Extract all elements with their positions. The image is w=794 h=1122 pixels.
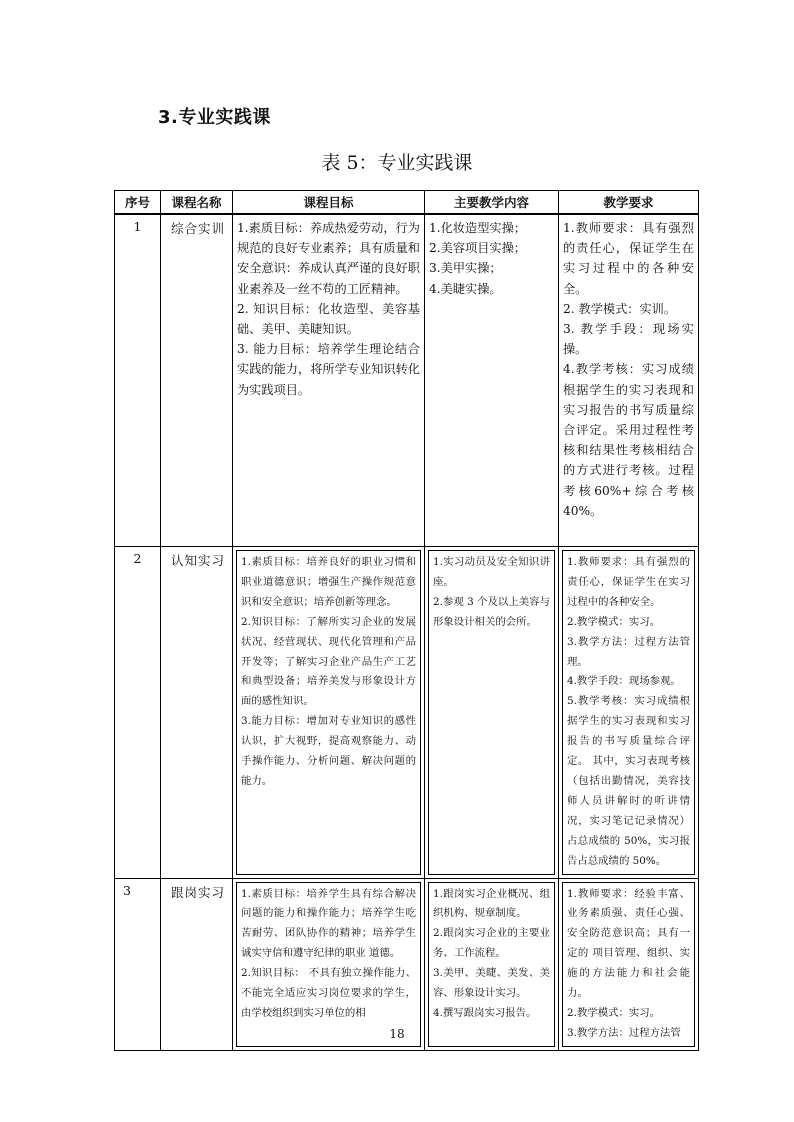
inner-text-box (236, 550, 421, 875)
goal-text: 2.知识目标：了解所实习企业的发展状况、经营现状、现代化管理和产品开发等；了解实习企业产品生产工艺和典型设备；培养美发与形象设计方面的感性知识。 (241, 615, 416, 708)
header-course-goals: 课程目标 (233, 191, 425, 215)
inner-text-box (562, 882, 695, 1047)
inner-text-box (428, 550, 555, 875)
row-goals-cell (233, 547, 425, 879)
table-header-row (115, 191, 699, 215)
inner-text-box (236, 882, 421, 1047)
row-index: 3 (115, 878, 161, 1050)
table-caption: 表 5：专业实践课 (321, 152, 473, 174)
row-requirements-cell (559, 214, 699, 547)
content-item: 2.美容项目实操； (429, 241, 526, 256)
header-index: 序号 (115, 191, 161, 215)
goal-text: 1.素质目标：培养学生具有综合解决问题的能力和操作能力；培养学生吃苦耐劳、团队协作的精神；培养学生诚实守信和遵守纪律的职业 道德。 (241, 887, 416, 960)
row-content-cell (425, 547, 559, 879)
inner-text-box (428, 882, 555, 1047)
inner-text-box (562, 550, 695, 875)
row-content-cell (425, 214, 559, 547)
content-item: 1.跟岗实习企业概况、组织机构、规章制度。 (433, 887, 550, 920)
row-goals-cell (233, 878, 425, 1050)
table-row (115, 878, 699, 1050)
requirement-text: 2.教学模式：实习。 (567, 1006, 661, 1019)
requirement-text: 2.教学模式：实习。 (567, 615, 661, 628)
header-course-name: 课程名称 (161, 191, 233, 215)
content-item: 3.美甲实操； (429, 261, 502, 276)
row-goals-cell (233, 214, 425, 547)
goal-text: 3.能力目标：增加对专业知识的感性认识，扩大视野，提高观察能力、动手操作能力、分析问题、解决问题的能力。 (241, 715, 416, 787)
header-teaching-content: 主要教学内容 (425, 191, 559, 215)
requirement-text: 5.教学考核：实习成绩根据学生的实习表现和实习 报告的书写质量综合评定。 其中，实习表现考核（包括出勤情况，美容技师人员讲解时的听讲情况，实习笔记记录情况）占总成绩的 50%，实习报告占总成绩的 50%。 (567, 695, 690, 867)
requirement-text: 1.教师要求：具有强烈的责任心，保证学生在实习过程中的各种安全。 (563, 221, 694, 296)
row-index: 2 (115, 547, 161, 879)
content-item: 4.美睫实操。 (429, 281, 502, 296)
practice-course-table (114, 190, 699, 1051)
content-item: 2.跟岗实习企业的主要业务、工作流程。 (433, 927, 550, 960)
content-item: 3.美甲、美睫、美发、美容、形象设计实习。 (433, 967, 550, 1000)
table-row (115, 547, 699, 879)
page-number: 18 (389, 1027, 405, 1041)
row-course-name: 跟岗实习 (161, 878, 233, 1050)
goal-text: 1.素质目标：养成热爱劳动，行为规范的良好专业素养；具有质量和安全意识：养成认真严谨的良好职业素养及一丝不苟的工匠精神。 (237, 221, 420, 296)
content-item: 1.化妆造型实操； (429, 221, 526, 235)
row-requirements-cell (559, 547, 699, 879)
header-teaching-requirements: 教学要求 (559, 191, 699, 215)
goal-text: 1.素质目标：培养良好的职业习惯和职业道德意识；增强生产操作规范意识和安全意识；培养创新等理念。 (241, 556, 416, 608)
requirement-text: 1.教师要求：具有强烈的责任心，保证学生在实习过程中的各种安全。 (567, 556, 690, 608)
content-item: 2.参观 3 个及以上美容与形象设计相关的会所。 (433, 595, 550, 628)
requirement-text: 4.教学考核：实习成绩根据学生的实习表现和实习报告的书写质量综合评定。采用过程性考核和结果性考核相结合的方式进行考核。过程考核60%+综合考核 40%。 (563, 362, 694, 518)
goal-text: 2. 知识目标：化妆造型、美容基础、美甲、美睫知识。 (237, 301, 420, 337)
row-course-name: 综合实训 (161, 214, 233, 547)
section-title: 3.专业实践课 (158, 107, 271, 128)
row-course-name: 认知实习 (161, 547, 233, 879)
requirement-text: 4.教学手段：现场参观。 (567, 675, 681, 688)
goal-text: 3. 能力目标：培养学生理论结合实践的能力，将所学专业知识转化为实践项目。 (237, 342, 420, 397)
requirement-text: 3.教学方法：过程方法管 (567, 1026, 681, 1039)
requirement-text: 3.教学方法：过程方法管理。 (567, 635, 690, 668)
row-index: 1 (115, 214, 161, 547)
requirement-text: 1.教师要求：经验丰富、业务素质强、责任心强、安全防范意识高；具有一定的 项目管理、组织、实施的方法能力和社会能力。 (567, 887, 690, 1000)
requirement-text: 3. 教学手段：现场实操。 (563, 322, 694, 357)
content-item: 4.撰写跟岗实习报告。 (433, 1006, 537, 1019)
requirement-text: 2. 教学模式：实训。 (563, 301, 677, 316)
row-content-cell (425, 878, 559, 1050)
table-row (115, 214, 699, 547)
row-requirements-cell (559, 878, 699, 1050)
content-item: 1.实习动员及安全知识讲座。 (433, 556, 550, 588)
goal-text: 2.知识目标： 不具有独立操作能力、不能完全适应实习岗位要求的学生，由学校组织到实习单位的相 (241, 967, 416, 1019)
